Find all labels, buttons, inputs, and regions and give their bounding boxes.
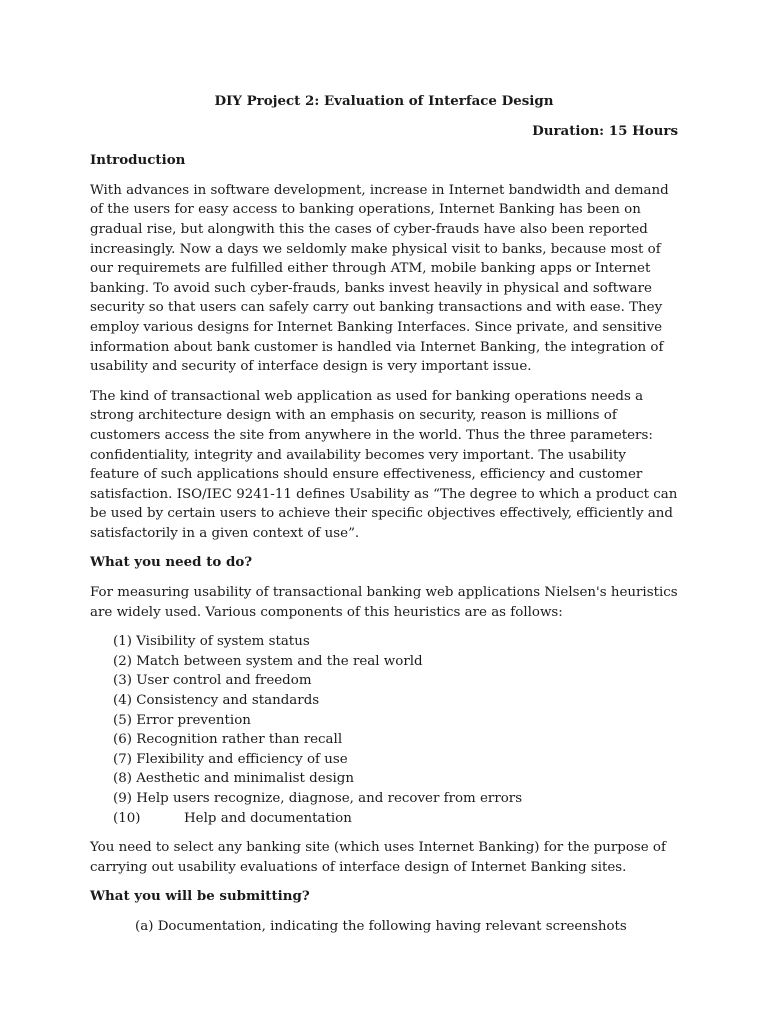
heuristics-intro-paragraph: For measuring usability of transactional banking web applications Nielsen's heuristics are widely used. Various components of this heuristics are as follows: (90, 585, 678, 620)
what-you-need-heading: What you need to do? (90, 554, 253, 571)
list-item: (1) Visibility of system status (113, 634, 310, 650)
duration-label: Duration: 15 Hours (532, 122, 678, 139)
heuristics-list (113, 632, 678, 828)
submission-heading: What you will be submitting? (90, 888, 310, 905)
list-item: (10) Help and documentation (113, 810, 352, 826)
introduction-heading: Introduction (90, 152, 186, 169)
list-item: (7) Flexibility and efficiency of use (113, 751, 348, 767)
document-title: DIY Project 2: Evaluation of Interface Design (214, 93, 554, 109)
list-item: (6) Recognition rather than recall (113, 732, 343, 748)
list-item: (5) Error prevention (113, 712, 251, 728)
list-item: (2) Match between system and the real world (113, 653, 423, 669)
list-item: (9) Help users recognize, diagnose, and recover from errors (113, 791, 523, 806)
list-item: (8) Aesthetic and minimalist design (113, 771, 354, 787)
site-selection-paragraph: You need to select any banking site (which uses Internet Banking) for the purpose of carrying out usability evaluations of interface design of Internet Banking sites. (90, 840, 666, 875)
list-item: (3) User control and freedom (113, 673, 312, 689)
submission-item-a: (a) Documentation, indicating the following having relevant screenshots (135, 918, 627, 934)
list-item: (4) Consistency and standards (113, 693, 320, 709)
introduction-paragraph-1: With advances in software development, increase in Internet bandwidth and demand of the users for easy access to banking operations, Internet Banking has been on gradual rise, but alongwith this the cases of cyber-frauds have also been reported increasingly. Now a days we seldomly make physical visit to banks, because most of our requiremets are fulfilled either through ATM, mobile banking apps or Internet banking. To avoid such cyber-frauds, banks invest heavily in physical and software security so that users can safely carry out banking transactions and with ease. They employ various designs for Internet Banking Interfaces. Since private, and sensitive information about bank customer is handled via Internet Banking, the integration of usability and security of interface design is very important issue. (90, 182, 669, 375)
introduction-paragraph-2: The kind of transactional web application as used for banking operations needs a strong architecture design with an emphasis on security, reason is millions of customers access the site from anywhere in the world. Thus the three parameters: confidentiality, integrity and availability becomes very important. The usability feature of such applications should ensure effectiveness, efficiency and customer satisfaction. ISO/IEC 9241-11 defines Usability as “The degree to which a product can be used by certain users to achieve their specific objectives effectively, efficiently and satisfactorily in a given context of use”. (90, 388, 678, 541)
